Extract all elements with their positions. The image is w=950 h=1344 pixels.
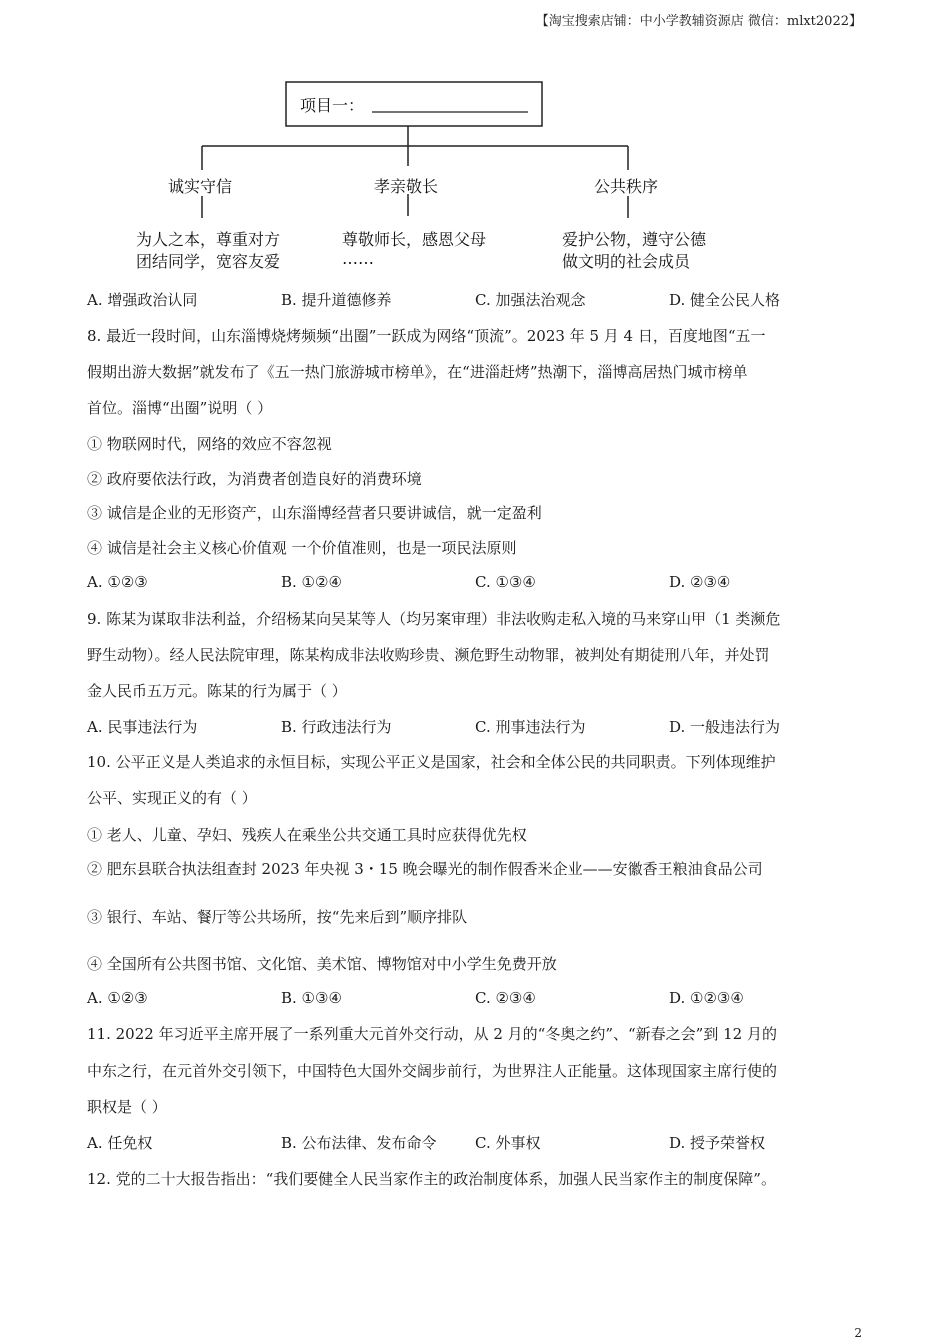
q11-option-b[interactable]: B. 公布法律、发布命令 — [281, 1134, 437, 1152]
branch-3-line-2: 做文明的社会成员 — [562, 252, 691, 271]
q7-option-b[interactable]: B. 提升道德修养 — [281, 291, 392, 309]
q8-item-4: ④ 诚信是社会主义核心价值观 一个价值准则，也是一项民法原则 — [87, 539, 517, 557]
q8-stem-1: 8. 最近一段时间，山东淄博烧烤频频“出圈”一跃成为网络“顶流”。2023 年 5 月 4 日，百度地图“五一 — [87, 327, 766, 345]
q11-stem-3: 职权是（ ） — [87, 1098, 167, 1116]
q8-item-2: ② 政府要依法行政，为消费者创造良好的消费环境 — [87, 470, 422, 488]
q8-option-c[interactable]: C. ①③④ — [475, 573, 536, 591]
q10-item-3: ③ 银行、车站、餐厅等公共场所，按“先来后到”顺序排队 — [87, 908, 468, 926]
q10-item-4: ④ 全国所有公共图书馆、文化馆、美术馆、博物馆对中小学生免费开放 — [87, 955, 557, 973]
q9-option-a[interactable]: A. 民事违法行为 — [87, 718, 198, 736]
q10-item-1: ① 老人、儿童、孕妇、残疾人在乘坐公共交通工具时应获得优先权 — [87, 826, 527, 844]
q7-option-d[interactable]: D. 健全公民人格 — [669, 291, 781, 309]
page-number: 2 — [854, 1326, 862, 1340]
branch-2-title: 孝亲敬长 — [374, 177, 439, 196]
q12-stem-1: 12. 党的二十大报告指出：“我们要健全人民当家作主的政治制度体系，加强人民当家作主的制度保障”。 — [87, 1170, 776, 1188]
branch-2-line-1: 尊敬师长，感恩父母 — [342, 230, 487, 249]
branch-1-title: 诚实守信 — [168, 177, 233, 196]
q9-option-c[interactable]: C. 刑事违法行为 — [475, 718, 586, 736]
branch-3-line-1: 爱护公物，遵守公德 — [562, 230, 707, 249]
branch-2-line-2: …… — [342, 249, 374, 268]
q7-option-a[interactable]: A. 增强政治认同 — [87, 291, 198, 309]
q10-item-2: ② 肥东县联合执法组查封 2023 年央视 3・15 晚会曝光的制作假香米企业——安徽香王粮油食品公司 — [87, 860, 763, 878]
tree-diagram — [0, 70, 950, 280]
q8-option-b[interactable]: B. ①②④ — [281, 573, 342, 591]
q11-option-d[interactable]: D. 授予荣誉权 — [669, 1134, 766, 1152]
q9-option-b[interactable]: B. 行政违法行为 — [281, 718, 392, 736]
branch-3-title: 公共秩序 — [594, 177, 659, 196]
q8-item-1: ① 物联网时代，网络的效应不容忽视 — [87, 435, 332, 453]
q10-stem-1: 10. 公平正义是人类追求的永恒目标，实现公平正义是国家，社会和全体公民的共同职责。下列体现维护 — [87, 753, 776, 771]
q8-stem-3: 首位。淄博“出圈”说明（ ） — [87, 399, 273, 417]
q10-stem-2: 公平、实现正义的有（ ） — [87, 789, 257, 807]
q9-stem-1: 9. 陈某为谋取非法利益，介绍杨某向吴某等人（均另案审理）非法收购走私入境的马来穿山甲（1 类濒危 — [87, 610, 781, 628]
q9-option-d[interactable]: D. 一般违法行为 — [669, 718, 781, 736]
q10-option-d[interactable]: D. ①②③④ — [669, 989, 744, 1007]
q11-stem-1: 11. 2022 年习近平主席开展了一系列重大元首外交行动，从 2 月的“冬奥之约”、“新春之会”到 12 月的 — [87, 1025, 777, 1043]
page-header: 【淘宝搜索店铺：中小学教辅资源店 微信：mlxt2022】 — [535, 14, 862, 29]
q11-option-a[interactable]: A. 任免权 — [87, 1134, 153, 1152]
q11-option-c[interactable]: C. 外事权 — [475, 1134, 541, 1152]
branch-1-line-2: 团结同学，宽容友爱 — [136, 252, 281, 271]
q9-stem-2: 野生动物）。经人民法院审理，陈某构成非法收购珍贵、濒危野生动物罪，被判处有期徒刑八年，并处罚 — [87, 646, 770, 664]
q9-stem-3: 金人民币五万元。陈某的行为属于（ ） — [87, 682, 347, 700]
q10-option-c[interactable]: C. ②③④ — [475, 989, 536, 1007]
q10-option-a[interactable]: A. ①②③ — [87, 989, 148, 1007]
q11-stem-2: 中东之行，在元首外交引领下，中国特色大国外交阔步前行，为世界注人正能量。这体现国家主席行使的 — [87, 1062, 778, 1080]
q8-option-d[interactable]: D. ②③④ — [669, 573, 731, 591]
root-label: 项目一： — [300, 96, 365, 115]
q7-option-c[interactable]: C. 加强法治观念 — [475, 291, 586, 309]
q8-item-3: ③ 诚信是企业的无形资产，山东淄博经营者只要讲诚信，就一定盈利 — [87, 504, 542, 522]
q8-stem-2: 假期出游大数据”就发布了《五一热门旅游城市榜单》，在“进淄赶烤”热潮下，淄博高居热门城市榜单 — [87, 363, 748, 381]
q8-option-a[interactable]: A. ①②③ — [87, 573, 148, 591]
q10-option-b[interactable]: B. ①③④ — [281, 989, 342, 1007]
branch-1-line-1: 为人之本，尊重对方 — [136, 230, 281, 249]
